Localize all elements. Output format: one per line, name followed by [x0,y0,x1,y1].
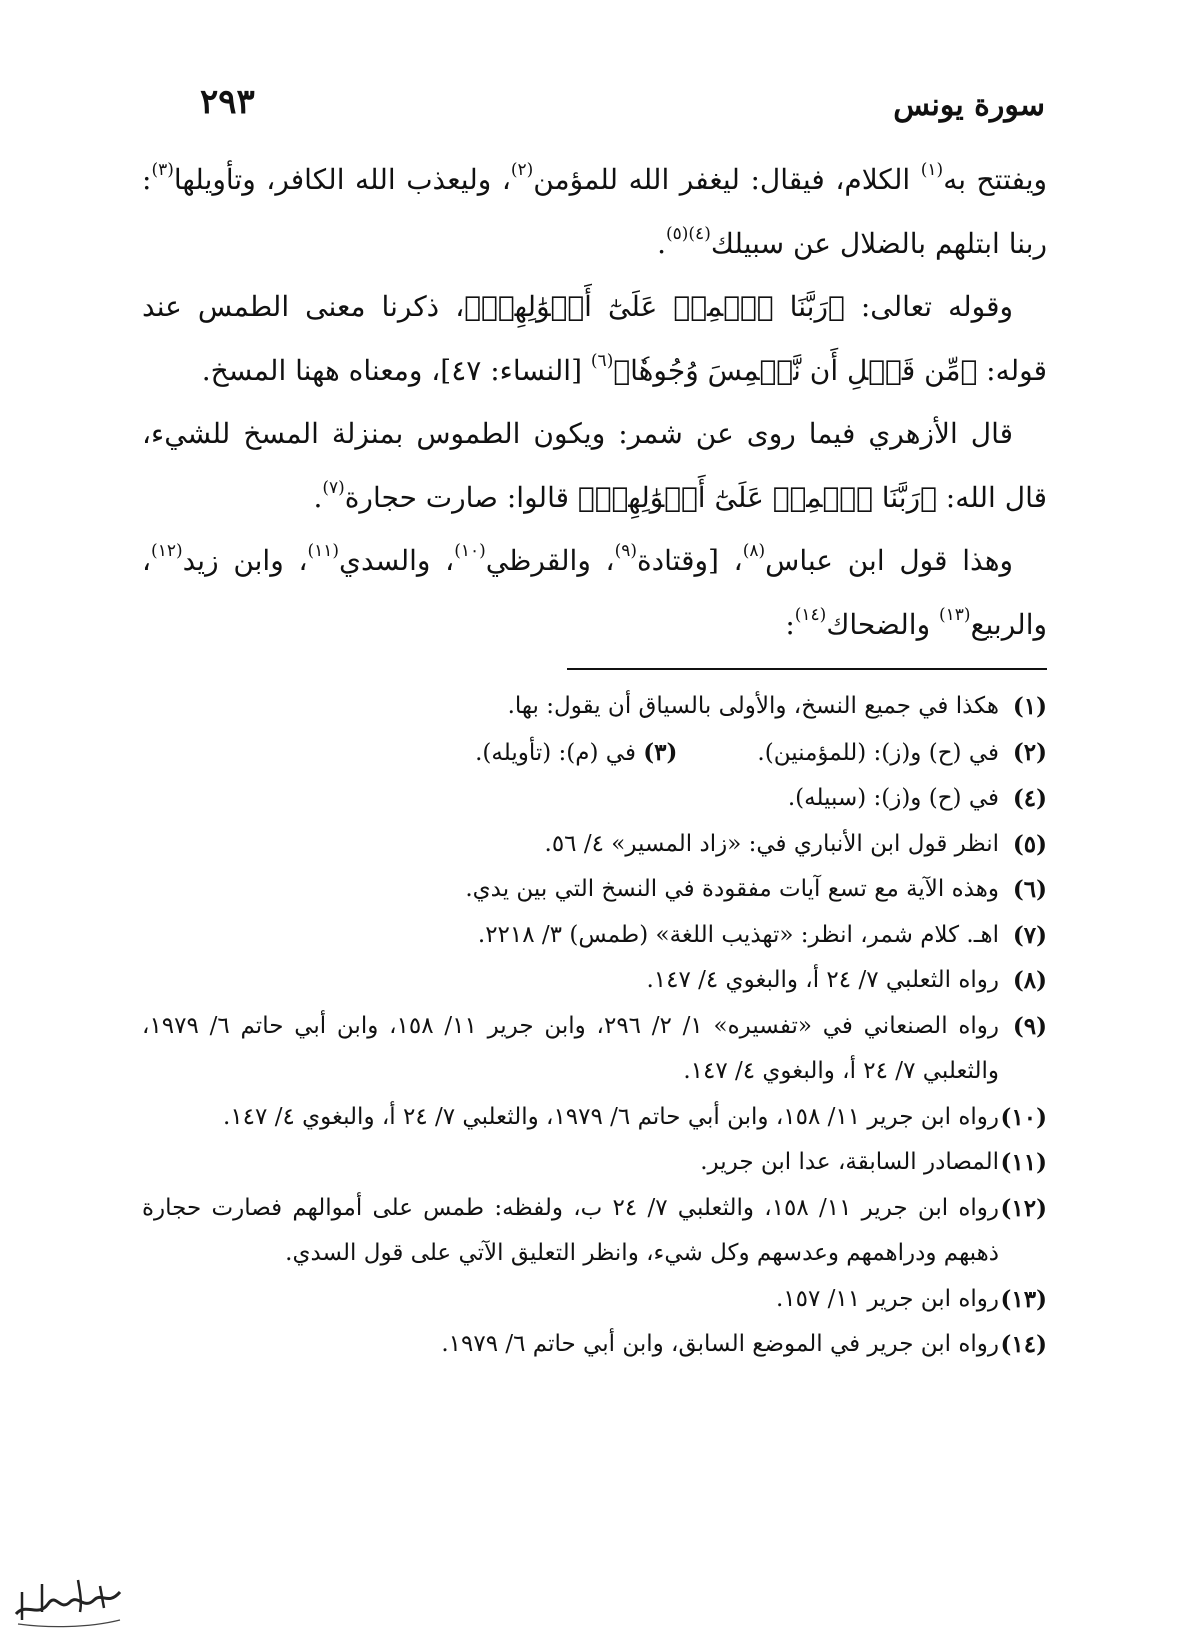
quran-verse: ﴿رَبَّنَا ٱطۡمِسۡ عَلَىٰٓ أَمۡوَٰلِهِمۡ﴾ [464,290,845,323]
footnote-10 [142,1095,1047,1141]
footnote-number: (١) [1012,693,1047,720]
footnote-text: رواه الصنعاني في «تفسيره» ١/ ٢/ ٢٩٦، وابن جرير ١١/ ١٥٨، وابن أبي حاتم ٦/ ١٩٧٩، والثعلبي ٧/ ٢٤ أ، والبغوي ٤/ ١٤٧. [142,1012,999,1084]
stamp-calligraphy [22,1580,104,1620]
surah-title: سورة يونس [893,88,1045,123]
footnote-number: (١٤) [1000,1331,1047,1358]
footnote-text: رواه ابن جرير ١١/ ١٥٨، والثعلبي ٧/ ٢٤ ب، ولفظه: طمس على أموالهم فصارت حجارة ذهبهم ودراهمهم وعدسهم وكل شيء، وانظر التعليق الآتي على قول السدي. [142,1194,1000,1266]
footnote-number: (٧) [1012,921,1047,949]
footnote-number: (١٠) [1000,1103,1047,1131]
stamp-calligraphy [16,1592,120,1614]
footnote-text: رواه ابن جرير في الموضع السابق، وابن أبي حاتم ٦/ ١٩٧٩. [441,1331,999,1357]
footnote-11 [142,1140,1047,1186]
text-run: قالوا: صارت حجارة [344,480,578,514]
text-run: والضحاك [826,607,940,641]
footnote-1 [142,684,1047,730]
paragraph-4 [142,529,1047,656]
footnote-number: (١٣) [1000,1285,1047,1313]
footnote-text: في (ح) و(ز): (سبيله). [787,785,999,811]
text-run: ، ذكرنا معنى الطمس عند قوله: [142,290,1047,387]
footnote-text: في (م): (تأويله). [475,739,636,766]
footnote-8 [142,958,1047,1004]
footnote-ref: (٣) [151,160,174,180]
footnote-6 [142,867,1047,913]
text-run: . [313,480,323,514]
text-run: ، والسدي [339,544,455,577]
footnote-ref: (٦) [590,350,614,371]
paragraph-3 [142,402,1047,529]
footnote-14 [142,1322,1047,1368]
footnote-text: رواه الثعلبي ٧/ ٢٤ أ، والبغوي ٤/ ١٤٧. [646,967,999,993]
footnote-7 [142,913,1047,959]
footnote-9 [142,1004,1047,1095]
footnote-text: انظر قول ابن الأنباري في: «زاد المسير» ٤/ ٥٦. [544,830,999,857]
text-run: ، وليعذب الله الكافر، وتأويلها [173,163,511,196]
footnote-number: (٣) [643,738,678,766]
footnote-ref: (٩) [614,541,638,561]
main-text [142,148,1047,656]
paragraph-1 [142,148,1047,275]
quran-verse: ﴿مِّن قَبۡلِ أَن نَّطۡمِسَ وُجُوهٗا﴾ [613,353,978,387]
text-run: : [785,607,795,641]
footnote-ref: (١٤) [794,604,827,625]
footnote-ref: (١٢) [151,541,183,561]
footnote-number: (٦) [1012,876,1047,903]
footnote-text: في (ح) و(ز): (للمؤمنين). [757,739,999,766]
stamp-underline [18,1620,120,1627]
text-run: ، وابن زيد [182,544,308,577]
footnote-ref: (٨) [742,541,766,561]
footnote-text: رواه ابن جرير ١١/ ١٥٧. [775,1285,999,1312]
footnote-number: (١١) [1000,1149,1047,1176]
footnote-number: (٩) [1012,1012,1047,1040]
page-number: ٢٩٣ [200,82,255,122]
footnote-2-3 [142,730,1047,777]
text-run: [النساء: ٤٧]، ومعناه ههنا المسخ. [201,353,591,387]
text-run: ويفتتح به [943,163,1048,196]
paragraph-2 [142,275,1047,402]
footnote-12 [142,1186,1047,1277]
footnote-ref: (١٣) [939,604,971,625]
footnote-ref: (١) [920,160,944,180]
footnote-13 [142,1277,1047,1323]
footnotes [142,684,1047,1368]
footnote-text: هكذا في جميع النسخ، والأولى بالسياق أن يقول: بها. [507,693,999,719]
footnote-text-wrap [142,730,999,777]
text-run: قال الأزهري فيما روى عن شمر: ويكون الطموس بمنزلة المسخ للشيء، قال الله: [142,417,1047,514]
footnote-ref: (٢) [510,160,534,180]
footnote-5 [142,822,1047,868]
footnote-ref: (٤)(٥) [666,223,711,244]
footnote-text: وهذه الآية مع تسع آيات مفقودة في النسخ التي بين يدي. [465,876,999,902]
footnote-4 [142,776,1047,822]
text-run: . [657,226,666,260]
footnote-text: المصادر السابقة، عدا ابن جرير. [700,1149,999,1175]
footnote-text: اهـ. كلام شمر، انظر: «تهذيب اللغة» (طمس) ٣/ ٢٢١٨. [477,921,999,948]
quran-verse: ﴿رَبَّنَا ٱطۡمِسۡ عَلَىٰٓ أَمۡوَٰلِهِمۡ﴾ [577,480,937,514]
footnote-text: رواه ابن جرير ١١/ ١٥٨، وابن أبي حاتم ٦/ ١٩٧٩، والثعلبي ٧/ ٢٤ أ، والبغوي ٤/ ١٤٧. [223,1103,999,1130]
text-run: : ربنا ابتلهم بالضلال عن سبيلك [142,163,1047,260]
footnote-number: (٥) [1012,830,1047,858]
text-run: ، والربيع [142,544,1047,641]
footnote-number: (٨) [1012,967,1047,994]
text-run: وهذا قول ابن عباس [765,544,1013,577]
footnote-ref: (٧) [322,477,345,498]
footnote-number: (٢) [1012,738,1047,766]
text-run: وقوله تعالى: [844,290,1013,323]
page-header [140,78,1045,128]
text-run: ، [وقتادة [637,544,743,577]
footnote-number: (٤) [1012,785,1047,812]
text-run: الكلام، فيقال: ليغفر الله للمؤمن [533,163,921,196]
library-stamp-logo [8,1562,128,1632]
footnote-separator [567,668,1047,670]
footnote-ref: (١١) [307,541,340,561]
footnote-ref: (١٠) [454,541,486,561]
footnote-number: (١٢) [1000,1194,1047,1222]
text-run: ، والقرظي [485,544,615,577]
